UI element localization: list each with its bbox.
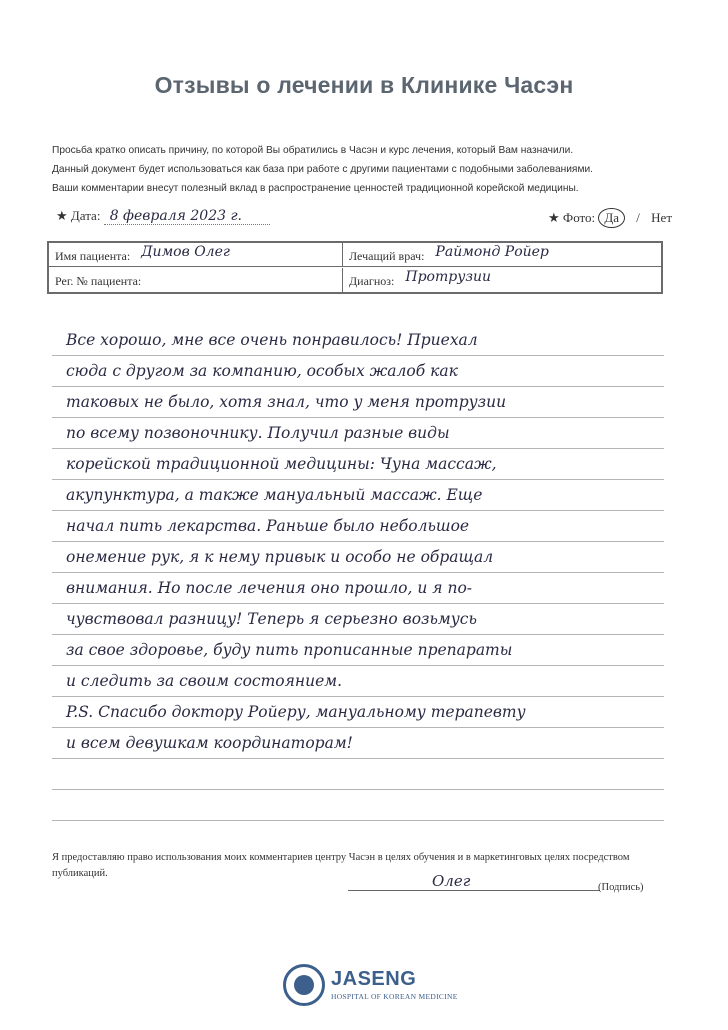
date-label: ★ Дата: (56, 208, 101, 223)
doctor-value[interactable]: Раймонд Ройер (435, 244, 549, 260)
patient-name-cell (49, 243, 343, 267)
date-photo-row (52, 208, 672, 230)
logo-name: JASENG (331, 968, 417, 990)
photo-label: ★ Фото: (548, 210, 596, 225)
reg-number-label: Рег. № пациента: (55, 274, 142, 288)
logo-seal-icon (283, 964, 325, 1006)
intro-line: Просьба кратко описать причину, по которой Вы обратились в Часэн и курс лечения, который Вам назначили. (52, 145, 574, 156)
page-title: Отзывы о лечении в Клинике Часэн (154, 72, 574, 98)
diagnosis-cell (343, 268, 661, 292)
review-line: и следить за своим состоянием. (52, 666, 664, 697)
photo-option-no[interactable]: Нет (651, 210, 672, 225)
date-field (56, 208, 270, 225)
intro-text (52, 141, 692, 198)
review-line: по всему позвоночнику. Получил разные виды (52, 418, 664, 449)
review-line: P.S. Спасибо доктору Ройеру, мануальному терапевту (52, 697, 664, 728)
photo-field (548, 208, 672, 228)
review-line: сюда с другом за компанию, особых жалоб как (52, 356, 664, 387)
signature-field (348, 872, 658, 894)
doctor-label: Лечащий врач: (349, 249, 425, 263)
signature-value[interactable]: Олег (432, 872, 471, 890)
date-value[interactable]: 8 февраля 2023 г. (104, 208, 270, 225)
review-line: Все хорошо, мне все очень понравилось! Приехал (52, 325, 664, 356)
patient-info-table (47, 241, 663, 294)
review-line (52, 790, 664, 821)
consent-text: Я предоставляю право использования моих комментариев центру Часэн в целях обучения и в маркетинговых целях посредством публикаций. (52, 852, 630, 879)
diagnosis-value[interactable]: Протрузии (405, 269, 491, 285)
review-line: чувствовал разницу! Теперь я серьезно возьмусь (52, 604, 664, 635)
review-line: и всем девушкам координаторам! (52, 728, 664, 759)
review-line: онемение рук, я к нему привык и особо не обращал (52, 542, 664, 573)
intro-line: Ваши комментарии внесут полезный вклад в распространение ценностей традиционной корейской медицины. (52, 183, 579, 194)
review-line (52, 759, 664, 790)
review-line: корейской традиционной медицины: Чуна массаж, (52, 449, 664, 480)
intro-line: Данный документ будет использоваться как база при работе с другими пациентами с подобными заболеваниями. (52, 164, 593, 175)
signature-line (348, 890, 600, 891)
patient-name-label: Имя пациента: (55, 249, 131, 263)
logo-subtitle: HOSPITAL OF KOREAN MEDICINE (331, 992, 458, 1001)
review-line: внимания. Но после лечения оно прошло, и я по- (52, 573, 664, 604)
patient-name-value[interactable]: Димов Олег (141, 244, 230, 260)
jaseng-logo (283, 964, 458, 1010)
review-line: начал пить лекарства. Раньше было небольшое (52, 511, 664, 542)
review-line: акупунктура, а также мануальный массаж. Еще (52, 480, 664, 511)
reg-number-cell (49, 268, 343, 292)
photo-option-yes[interactable]: Да (598, 208, 625, 228)
doctor-cell (343, 243, 661, 267)
signature-label: (Подпись) (598, 882, 644, 893)
photo-separator: / (636, 210, 640, 225)
review-line: за свое здоровье, буду пить прописанные препараты (52, 635, 664, 666)
diagnosis-label: Диагноз: (349, 274, 395, 288)
review-line: таковых не было, хотя знал, что у меня протрузии (52, 387, 664, 418)
